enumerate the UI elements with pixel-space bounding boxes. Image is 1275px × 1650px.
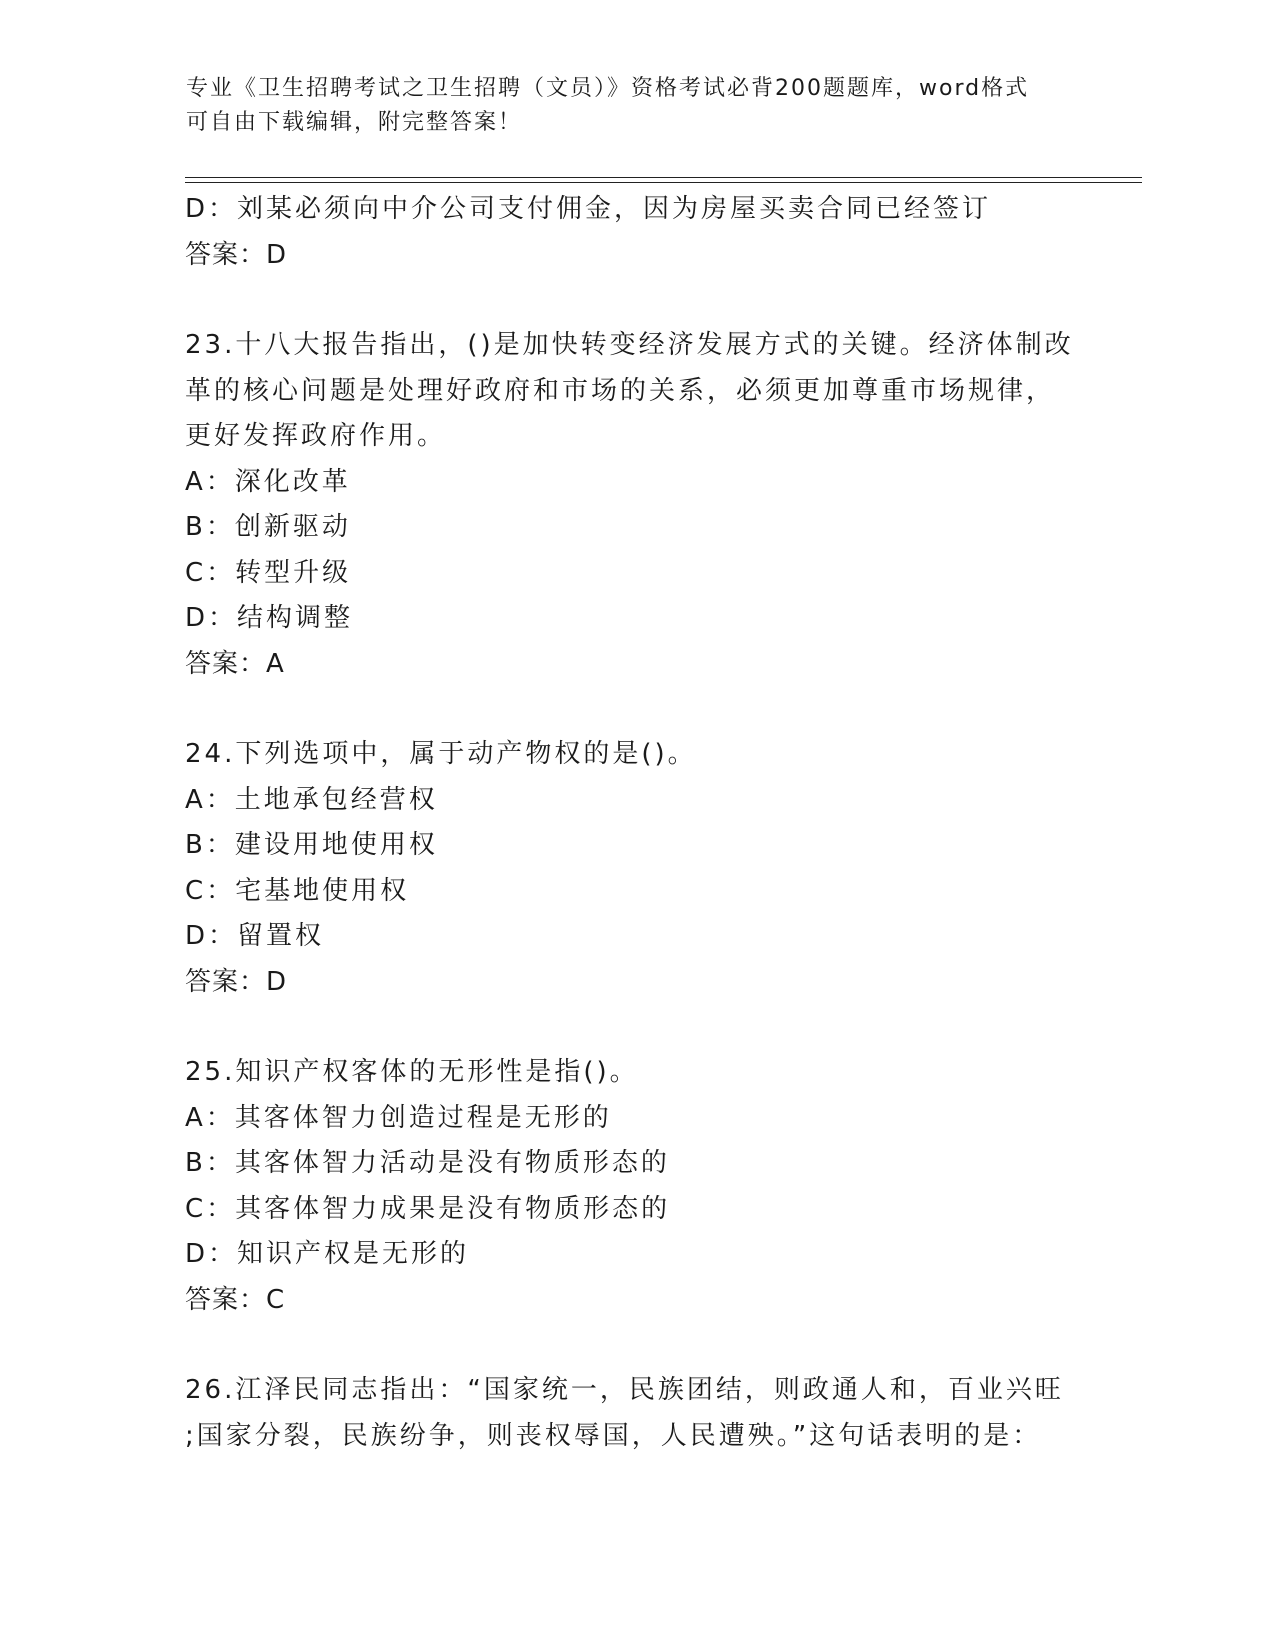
question-block-25 bbox=[185, 1050, 1085, 1323]
answer-line: 答案：D bbox=[185, 239, 288, 270]
option-b: B：建设用地使用权 bbox=[185, 830, 438, 860]
question-stem-line: 24.下列选项中，属于动产物权的是()。 bbox=[185, 739, 697, 769]
document-header bbox=[186, 72, 1066, 140]
option-c: C：转型升级 bbox=[185, 557, 352, 588]
header-line-1: 专业《卫生招聘考试之卫生招聘（文员）》资格考试必背200题题库，word格式 bbox=[186, 76, 1030, 101]
header-line-2: 可自由下载编辑，附完整答案！ bbox=[186, 110, 523, 135]
question-stem-line: 26.江泽民同志指出：“国家统一，民族团结，则政通人和，百业兴旺 bbox=[185, 1375, 1064, 1405]
question-stem-line: 更好发挥政府作用。 bbox=[185, 421, 447, 451]
question-stem-line: ;国家分裂，民族纷争，则丧权辱国，人民遭殃。”这句话表明的是： bbox=[185, 1420, 1042, 1451]
answer-line: 答案：D bbox=[185, 966, 288, 997]
question-stem-line: 25.知识产权客体的无形性是指()。 bbox=[185, 1057, 639, 1087]
option-c: C：宅基地使用权 bbox=[185, 875, 410, 906]
header-divider bbox=[185, 177, 1142, 183]
option-c: C：其客体智力成果是没有物质形态的 bbox=[185, 1193, 671, 1224]
option-a: A：土地承包经营权 bbox=[185, 784, 438, 815]
question-block-24 bbox=[185, 732, 1085, 1005]
option-b: B：创新驱动 bbox=[185, 512, 351, 542]
question-stem-line: 23.十八大报告指出，()是加快转变经济发展方式的关键。经济体制改 bbox=[185, 330, 1074, 360]
option-d: D：知识产权是无形的 bbox=[185, 1239, 470, 1269]
question-block-26 bbox=[185, 1368, 1085, 1459]
answer-line: 答案：A bbox=[185, 648, 285, 679]
option-d: D：留置权 bbox=[185, 921, 325, 951]
option-a: A：其客体智力创造过程是无形的 bbox=[185, 1102, 612, 1133]
question-list bbox=[185, 187, 1085, 1459]
option-d: D：结构调整 bbox=[185, 603, 354, 633]
option-b: B：其客体智力活动是没有物质形态的 bbox=[185, 1148, 670, 1178]
option-d: D：刘某必须向中介公司支付佣金，因为房屋买卖合同已经签订 bbox=[185, 194, 992, 224]
question-block-23 bbox=[185, 323, 1085, 687]
question-block-22-tail bbox=[185, 187, 1085, 278]
answer-line: 答案：C bbox=[185, 1284, 286, 1315]
question-stem-line: 革的核心问题是处理好政府和市场的关系，必须更加尊重市场规律， bbox=[185, 375, 1056, 406]
option-a: A：深化改革 bbox=[185, 466, 351, 497]
